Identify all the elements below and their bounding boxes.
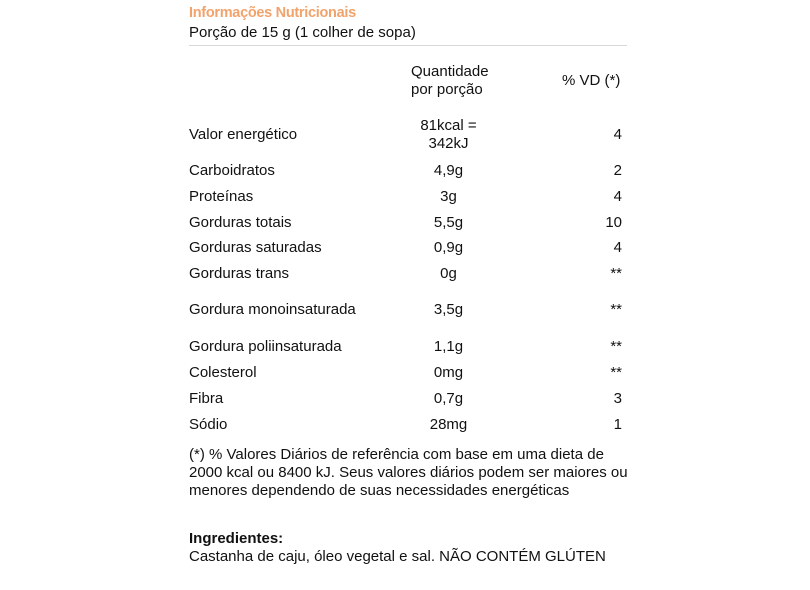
ingredients-title: Ingredientes: bbox=[189, 530, 284, 547]
nutrient-label: Valor energético bbox=[189, 126, 298, 143]
vd-column-header: % VD (*) bbox=[562, 72, 621, 89]
nutrient-vd: 4 bbox=[613, 126, 622, 143]
nutrient-vd: ** bbox=[610, 364, 622, 381]
nutrient-vd: ** bbox=[610, 301, 622, 318]
nutrient-quantity: 28mg bbox=[429, 416, 468, 433]
header-title: Informações Nutricionais bbox=[189, 5, 356, 21]
nutrient-quantity: 5,5g bbox=[433, 214, 464, 231]
nutrient-label: Carboidratos bbox=[189, 162, 275, 179]
nutrient-vd: 1 bbox=[613, 416, 622, 433]
daily-value-footnote: (*) % Valores Diários de referência com base em uma dieta de 2000 kcal ou 8400 kJ. Seus valores diários podem ser maiores ou menores dependendo de suas necessidades energéticas bbox=[189, 446, 628, 499]
header-divider bbox=[189, 45, 627, 46]
nutrient-vd: 2 bbox=[613, 162, 622, 179]
nutrient-vd: 3 bbox=[613, 390, 622, 407]
nutrient-label: Gorduras saturadas bbox=[189, 239, 322, 256]
nutrient-label: Sódio bbox=[189, 416, 228, 433]
nutrient-quantity: 0mg bbox=[433, 364, 464, 381]
nutrient-label: Gorduras trans bbox=[189, 265, 290, 282]
serving-size: Porção de 15 g (1 colher de sopa) bbox=[189, 24, 416, 41]
nutrient-label: Gordura monoinsaturada bbox=[189, 301, 356, 318]
quantity-column-header: Quantidade por porção bbox=[411, 63, 489, 98]
nutrient-vd: ** bbox=[610, 265, 622, 282]
nutrient-vd: 4 bbox=[613, 188, 622, 205]
nutrient-quantity: 0,7g bbox=[433, 390, 464, 407]
nutrient-quantity: 3,5g bbox=[433, 301, 464, 318]
nutrient-quantity: 0g bbox=[440, 265, 457, 282]
nutrient-quantity: 3g bbox=[440, 188, 457, 205]
ingredients-text: Castanha de caju, óleo vegetal e sal. NÃO CONTÉM GLÚTEN bbox=[189, 548, 606, 565]
nutrient-quantity: 0,9g bbox=[433, 239, 464, 256]
nutrient-label: Proteínas bbox=[189, 188, 254, 205]
nutrient-vd: 10 bbox=[605, 214, 622, 231]
nutrient-quantity: 81kcal = 342kJ bbox=[420, 117, 477, 152]
nutrient-quantity: 1,1g bbox=[433, 338, 464, 355]
nutrient-label: Colesterol bbox=[189, 364, 257, 381]
nutrient-label: Gordura poliinsaturada bbox=[189, 338, 342, 355]
nutrient-quantity: 4,9g bbox=[433, 162, 464, 179]
nutrient-label: Gorduras totais bbox=[189, 214, 292, 231]
nutrient-vd: ** bbox=[610, 338, 622, 355]
nutrient-label: Fibra bbox=[189, 390, 224, 407]
nutrient-vd: 4 bbox=[613, 239, 622, 256]
